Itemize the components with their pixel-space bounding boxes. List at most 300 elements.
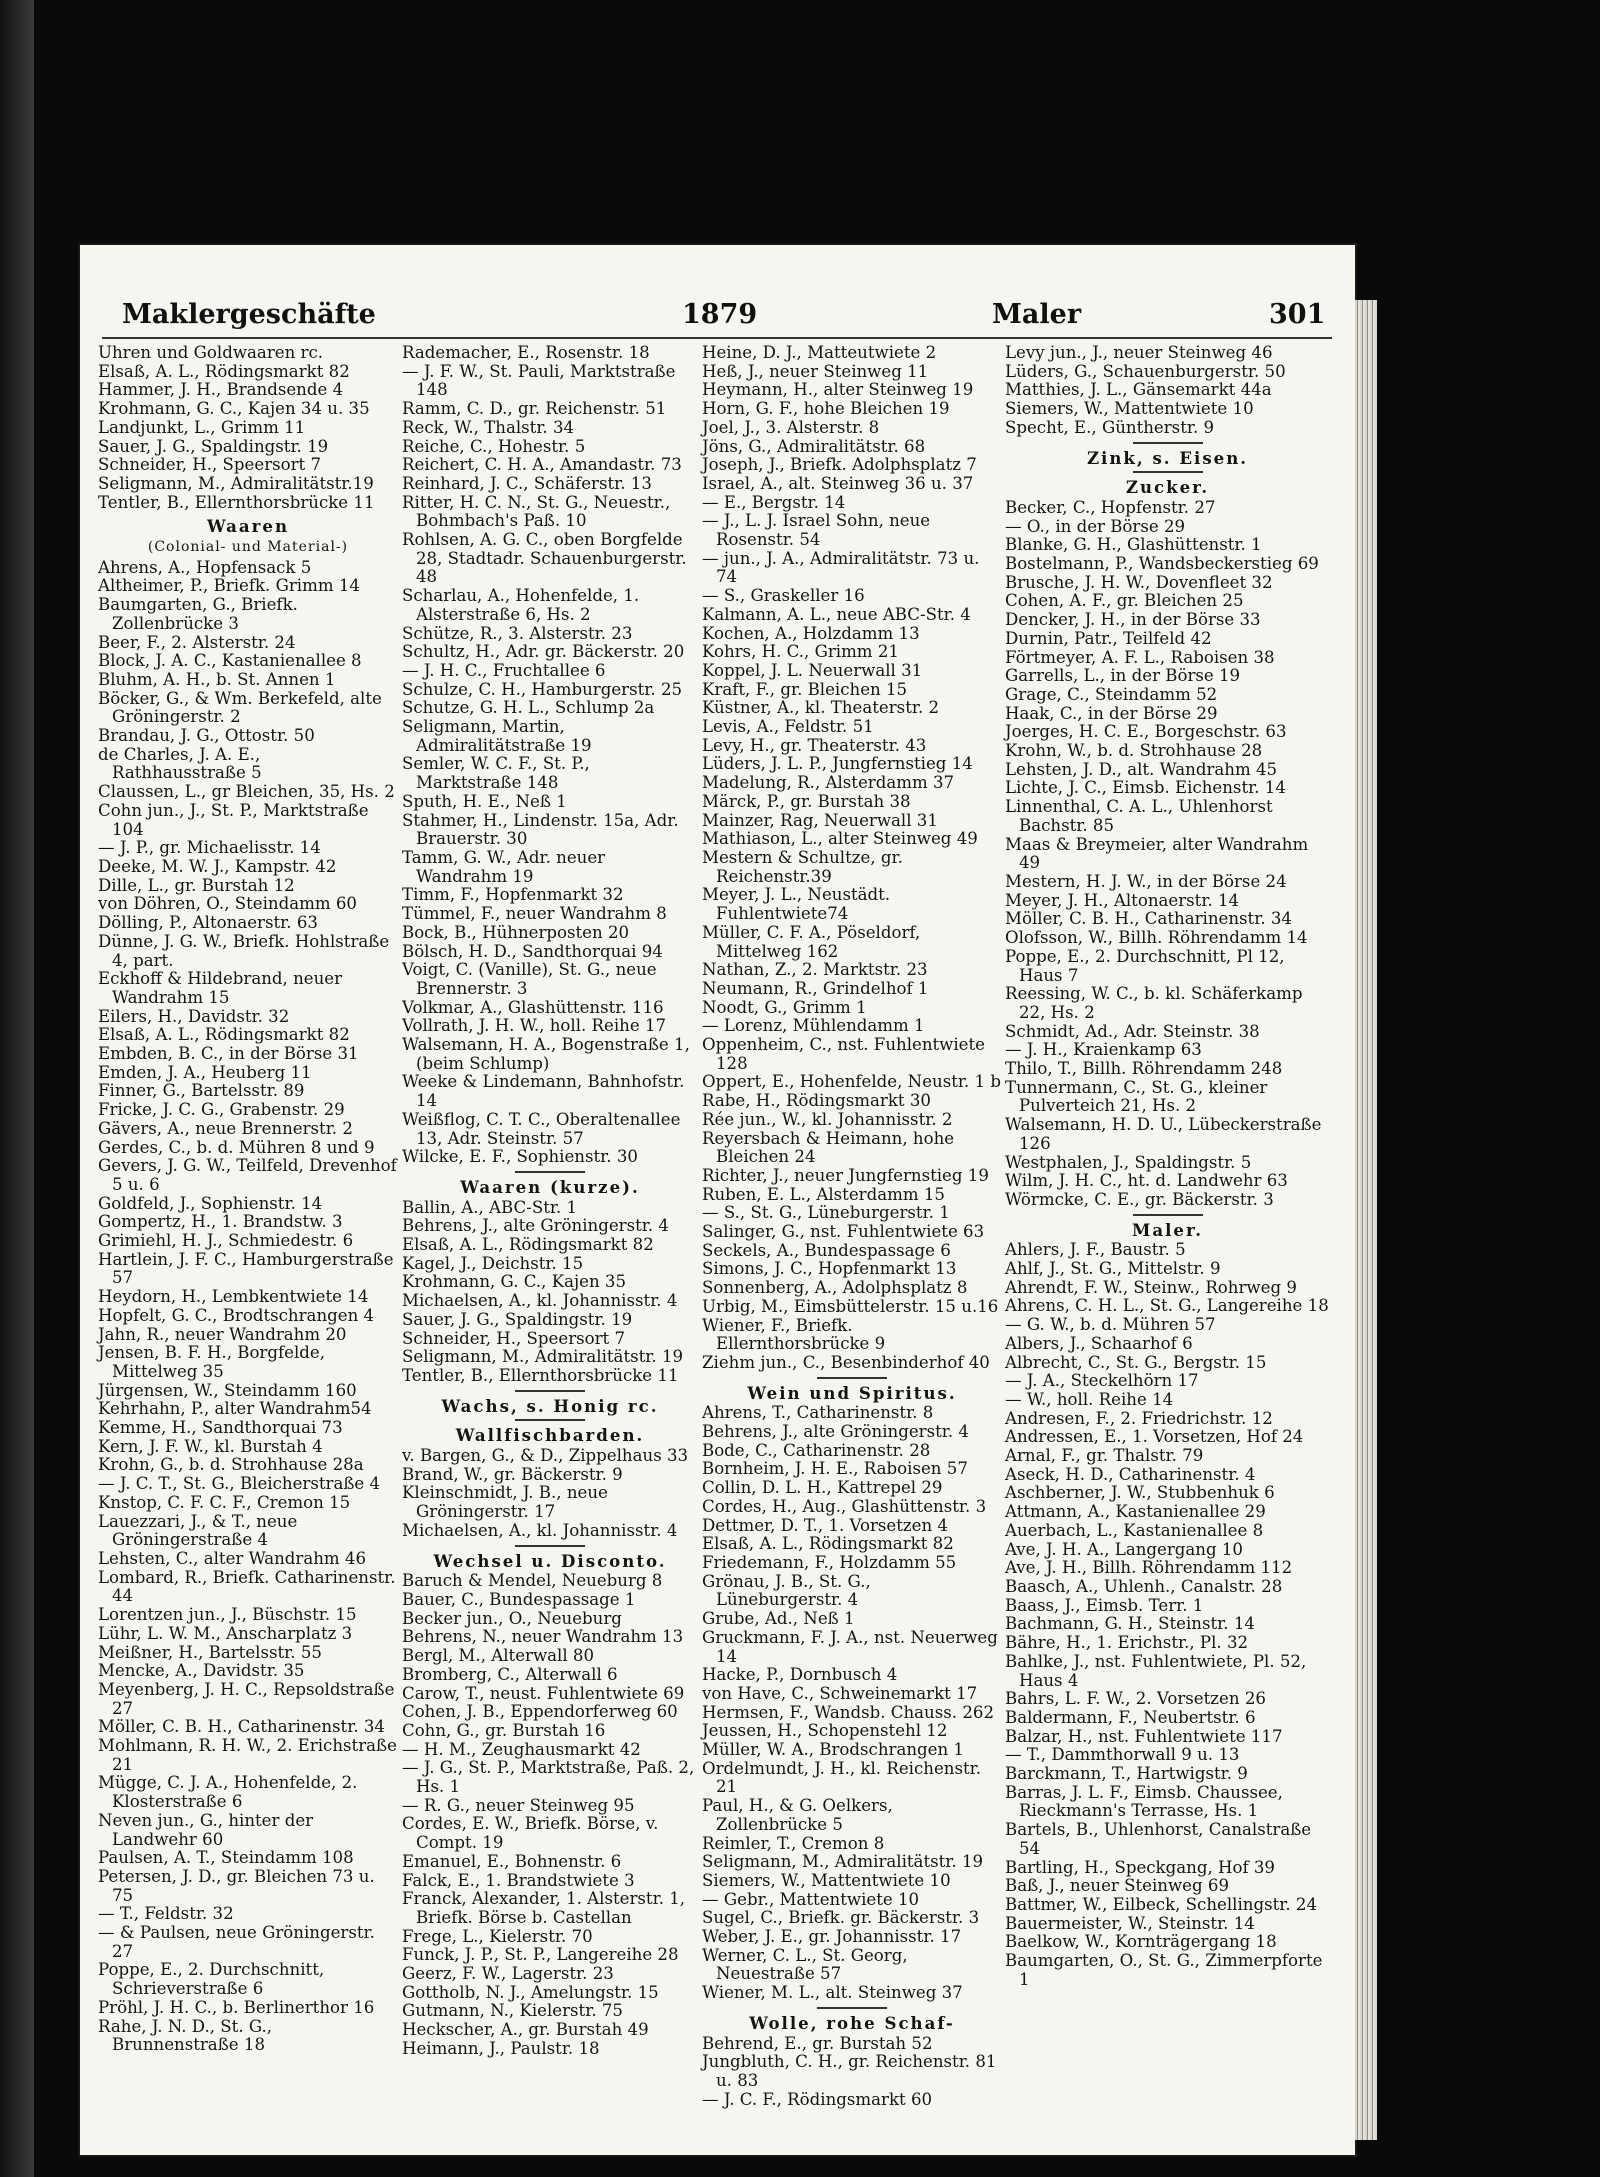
directory-entry: Tentler, B., Ellernthorsbrücke 11 — [402, 1365, 679, 1385]
directory-entry: Schmidt, Ad., Adr. Steinstr. 38 — [1005, 1021, 1260, 1041]
directory-entry: Elsaß, A. L., Rödingsmarkt 82 — [702, 1534, 954, 1554]
directory-entry: Heckscher, A., gr. Burstah 49 — [402, 2020, 649, 2040]
section-heading: Zink, s. Eisen. — [1086, 447, 1249, 468]
directory-entry: Brusche, J. H. W., Dovenfleet 32 — [1005, 572, 1273, 592]
directory-entry: — O., in der Börse 29 — [1005, 516, 1186, 536]
directory-entry: Andressen, E., 1. Vorsetzen, Hof 24 — [1005, 1427, 1304, 1447]
directory-entry: Bachmann, G. H., Steinstr. 14 — [1005, 1614, 1255, 1634]
directory-entry: Kochen, A., Holzdamm 13 — [702, 623, 920, 643]
directory-entry: Grube, Ad., Neß 1 — [702, 1609, 855, 1629]
directory-entry: Jungbluth, C. H., gr. Reichenstr. 81 u. 83 — [702, 2052, 1002, 2090]
directory-entry: Heine, D. J., Matteutwiete 2 — [702, 343, 937, 362]
directory-entry: Bauer, C., Bundespassage 1 — [402, 1590, 636, 1609]
directory-entry: Heymann, H., alter Steinweg 19 — [702, 380, 974, 400]
directory-entry: Landjunkt, L., Grimm 11 — [98, 417, 306, 437]
directory-entry: Meyer, J. L., Neustädt. Fuhlentwiete74 — [702, 885, 896, 924]
directory-entry: Paulsen, A. T., Steindamm 108 — [98, 1848, 354, 1868]
directory-entry: Pröhl, J. H. C., b. Berlinerthor 16 — [98, 1997, 375, 2017]
directory-entry: Koppel, J. L. Neuerwall 31 — [702, 660, 923, 680]
directory-entry: Bromberg, C., Alterwall 6 — [402, 1664, 618, 1684]
directory-entry: Müller, C. F. A., Pöseldorf, Mittelweg 162 — [702, 922, 926, 961]
directory-entry: Tunnermann, C., St. G., kleiner Pulverteich 21, Hs. 2 — [1005, 1077, 1273, 1116]
directory-entry: Seligmann, M., Admiralitätstr. 19 — [402, 1347, 684, 1367]
directory-entry: Schultz, H., Adr. gr. Bäckerstr. 20 — [402, 642, 685, 662]
directory-entry: Ramm, C. D., gr. Reichenstr. 51 — [402, 399, 667, 419]
directory-entry: Knstop, C. F. C. F., Cremon 15 — [98, 1492, 351, 1512]
directory-entry: Auerbach, L., Kastanienallee 8 — [1005, 1520, 1264, 1540]
directory-entry: Werner, C. L., St. Georg, Neuestraße 57 — [702, 1945, 913, 1984]
directory-entry: Scharlau, A., Hohenfelde, 1. Alsterstraße 6, Hs. 2 — [402, 586, 645, 624]
directory-entry: Bostelmann, P., Wandsbeckerstieg 69 — [1005, 554, 1319, 574]
directory-entry: Reichert, C. H. A., Amandastr. 73 — [402, 455, 682, 475]
directory-entry: Schneider, H., Speersort 7 — [402, 1328, 626, 1348]
directory-entry: Meißner, H., Bartelsstr. 55 — [98, 1642, 322, 1662]
book-spine-shadow — [0, 0, 34, 2177]
section-divider — [817, 2007, 887, 2009]
directory-entry: Ritter, H. C. N., St. G., Neuestr., Bohmbach's Paß. 10 — [402, 492, 676, 531]
directory-entry: Elsaß, A. L., Rödingsmarkt 82 — [98, 361, 350, 381]
directory-entry: Wörmcke, C. E., gr. Bäckerstr. 3 — [1005, 1189, 1274, 1209]
directory-entry: Paul, H., & G. Oelkers, Zollenbrücke 5 — [702, 1796, 899, 1834]
directory-entry: Jürgensen, W., Steindamm 160 — [98, 1380, 357, 1400]
directory-entry: Levy, H., gr. Theaterstr. 43 — [702, 735, 927, 755]
directory-entry: Mestern, H. J. W., in der Börse 24 — [1005, 871, 1287, 891]
section-divider — [515, 1390, 585, 1392]
directory-entry: Kemme, H., Sandthorquai 73 — [98, 1418, 343, 1438]
column-3 — [702, 344, 1002, 2139]
directory-entry: Matthies, J. L., Gänsemarkt 44a — [1005, 380, 1272, 400]
directory-entry: Dille, L., gr. Burstah 12 — [98, 875, 295, 895]
directory-entry: Cordes, H., Aug., Glashüttenstr. 3 — [702, 1496, 987, 1516]
directory-entry: — S., Graskeller 16 — [702, 586, 865, 606]
directory-entry: Volkmar, A., Glashüttenstr. 116 — [402, 997, 664, 1017]
section-divider — [1133, 442, 1203, 444]
directory-entry: Bartels, B., Uhlenhorst, Canalstraße 54 — [1005, 1820, 1317, 1858]
directory-entry: — S., St. G., Lüneburgerstr. 1 — [702, 1203, 950, 1223]
directory-entry: Möller, C. B. H., Catharinenstr. 34 — [98, 1717, 385, 1737]
directory-entry: Kleinschmidt, J. B., neue Gröningerstr. 17 — [402, 1483, 614, 1522]
directory-entry: Ahlf, J., St. G., Mittelstr. 9 — [1005, 1259, 1221, 1279]
directory-entry: Hartlein, J. F. C., Hamburgerstraße 57 — [98, 1249, 399, 1288]
directory-entry: Lombard, R., Briefk. Catharinenstr. 44 — [98, 1567, 401, 1606]
directory-entry: Weeke & Lindemann, Bahnhofstr. 14 — [402, 1072, 690, 1111]
directory-entry: Rohlsen, A. G. C., oben Borgfelde 28, Stadtadr. Schauenburgerstr. 48 — [402, 530, 692, 587]
directory-entry: von Have, C., Schweinemarkt 17 — [702, 1683, 978, 1703]
section-heading: Wein und Spiritus. — [747, 1382, 957, 1403]
page-number: 301 — [1269, 299, 1326, 330]
directory-entry: Neumann, R., Grindelhof 1 — [702, 978, 929, 998]
directory-entry: Ordelmundt, J. H., kl. Reichenstr. 21 — [702, 1758, 987, 1797]
section-divider — [1133, 471, 1203, 473]
directory-entry: Falck, E., 1. Brandstwiete 3 — [402, 1870, 635, 1890]
directory-entry: Baumgarten, O., St. G., Zimmerpforte 1 — [1005, 1951, 1328, 1989]
directory-entry: Meyer, J. H., Altonaerstr. 14 — [1005, 890, 1240, 910]
directory-entry: Lehsten, J. D., alt. Wandrahm 45 — [1005, 759, 1278, 779]
column-4 — [1005, 344, 1330, 2139]
directory-entry: Ruben, E. L., Alsterdamm 15 — [702, 1184, 945, 1204]
directory-entry: Nathan, Z., 2. Marktstr. 23 — [702, 960, 928, 980]
directory-entry: Stahmer, H., Lindenstr. 15a, Adr. Brauerstr. 30 — [402, 810, 684, 849]
directory-entry: Deeke, M. W. J., Kampstr. 42 — [98, 856, 337, 876]
directory-entry: Mestern & Schultze, gr. Reichenstr.39 — [702, 847, 909, 886]
directory-entry: Timm, F., Hopfenmarkt 32 — [402, 885, 624, 905]
directory-entry: Reessing, W. C., b. kl. Schäferkamp 22, Hs. 2 — [1005, 984, 1308, 1022]
directory-entry: Fricke, J. C. G., Grabenstr. 29 — [98, 1100, 345, 1120]
directory-entry: Hopfelt, G. C., Brodtschrangen 4 — [98, 1305, 375, 1325]
directory-entry: Kraft, F., gr. Bleichen 15 — [702, 679, 908, 699]
directory-entry: Embden, B. C., in der Börse 31 — [98, 1044, 359, 1064]
directory-entry: Emanuel, E., Bohnenstr. 6 — [402, 1851, 622, 1871]
directory-entry: Michaelsen, A., kl. Johannisstr. 4 — [402, 1520, 678, 1540]
directory-entry: Ahlers, J. F., Baustr. 5 — [1005, 1240, 1186, 1260]
directory-entry: Ave, J. H., Billh. Röhrendamm 112 — [1005, 1558, 1293, 1578]
directory-entry: Voigt, C. (Vanille), St. G., neue Brennerstr. 3 — [402, 960, 662, 998]
directory-entry: Barras, J. L. F., Eimsb. Chaussee, Rieckmann's Terrasse, Hs. 1 — [1005, 1782, 1289, 1821]
directory-entry: Wilm, J. H. C., ht. d. Landwehr 63 — [1005, 1171, 1288, 1191]
directory-entry: Blanke, G. H., Glashüttenstr. 1 — [1005, 535, 1262, 555]
directory-entry: Krohmann, G. C., Kajen 34 u. 35 — [98, 399, 370, 419]
directory-entry: Aschberner, J. W., Stubbenhuk 6 — [1005, 1483, 1275, 1503]
directory-entry: Reck, W., Thalstr. 34 — [402, 417, 575, 437]
directory-entry: Lühr, L. W. M., Anscharplatz 3 — [98, 1623, 353, 1643]
directory-entry: — W., holl. Reihe 14 — [1005, 1389, 1174, 1409]
directory-entry: Aseck, H. D., Catharinenstr. 4 — [1005, 1464, 1256, 1484]
directory-entry: Friedemann, F., Holzdamm 55 — [702, 1553, 957, 1572]
directory-entry: Hammer, J. H., Brandsende 4 — [98, 380, 344, 400]
directory-entry: Baass, J., Eimsb. Terr. 1 — [1005, 1595, 1204, 1615]
directory-entry: Seligmann, Martin, Admiralitätstraße 19 — [402, 717, 592, 755]
directory-entry: Oppert, E., Hohenfelde, Neustr. 1 b — [702, 1072, 1001, 1092]
directory-entry: Wiener, F., Briefk. Ellernthorsbrücke 9 — [702, 1315, 886, 1354]
directory-entry: Grimiehl, H. J., Schmiedestr. 6 — [98, 1231, 354, 1251]
directory-entry: — J. A., Steckelhörn 17 — [1005, 1371, 1199, 1391]
directory-entry: Bauermeister, W., Steinstr. 14 — [1005, 1913, 1255, 1933]
directory-entry: Richter, J., neuer Jungfernstieg 19 — [702, 1165, 989, 1185]
directory-page — [80, 245, 1355, 2155]
directory-entry: Schütze, R., 3. Alsterstr. 23 — [402, 623, 633, 643]
directory-entry: Poppe, E., 2. Durchschnitt, Schrieverstraße 6 — [98, 1960, 330, 1999]
running-head-section: Maler — [992, 299, 1082, 330]
directory-entry: — R. G., neuer Steinweg 95 — [402, 1795, 635, 1815]
directory-entry: Böcker, G., & Wm. Berkefeld, alte Gröningerstr. 2 — [98, 688, 388, 727]
directory-entry: Meyenberg, J. H. C., Repsoldstraße 27 — [98, 1679, 400, 1718]
directory-entry: Behrens, J., alte Gröningerstr. 4 — [402, 1216, 669, 1236]
directory-entry: Eckhoff & Hildebrand, neuer Wandrahm 15 — [98, 969, 348, 1007]
directory-entry: Carow, T., neust. Fuhlentwiete 69 — [402, 1683, 685, 1703]
directory-entry: Lüders, G., Schauenburgerstr. 50 — [1005, 361, 1286, 381]
page-edge-strip — [1355, 300, 1377, 2140]
directory-entry: Seligmann, M., Admiralitätstr.19 — [98, 473, 374, 493]
directory-entry: Behrend, E., gr. Burstah 52 — [702, 2033, 933, 2053]
directory-entry: Hermsen, F., Wandsb. Chauss. 262 — [702, 1702, 995, 1722]
section-subheading: (Colonial- und Material-) — [147, 539, 349, 556]
directory-entry: Gottholb, N. J., Amelungstr. 15 — [402, 1982, 659, 2002]
directory-entry: Battmer, W., Eilbeck, Schellingstr. 24 — [1005, 1894, 1318, 1914]
directory-entry: Bölsch, H. D., Sandthorquai 94 — [402, 941, 663, 961]
directory-entry: Rademacher, E., Rosenstr. 18 — [402, 343, 650, 362]
directory-entry: Behrens, J., alte Gröningerstr. 4 — [702, 1422, 969, 1442]
section-heading: Waaren (kurze). — [460, 1176, 640, 1197]
directory-entry: Schutze, G. H. L., Schlump 2a — [402, 698, 655, 718]
column-2 — [402, 344, 698, 2139]
directory-entry: Schneider, H., Speersort 7 — [98, 455, 322, 475]
directory-entry: Krohn, W., b. d. Strohhause 28 — [1005, 741, 1263, 761]
section-heading: Waaren — [206, 516, 290, 537]
directory-entry: Maas & Breymeier, alter Wandrahm 49 — [1005, 834, 1314, 873]
directory-entry: Durnin, Patr., Teilfeld 42 — [1005, 628, 1212, 648]
directory-entry: Frege, L., Kielerstr. 70 — [402, 1926, 593, 1946]
directory-entry: Bornheim, J. H. E., Raboisen 57 — [702, 1459, 968, 1479]
directory-entry: Madelung, R., Alsterdamm 37 — [702, 773, 955, 793]
directory-entry: Oppenheim, C., nst. Fuhlentwiete 128 — [702, 1035, 991, 1073]
directory-entry: Küstner, A., kl. Theaterstr. 2 — [702, 698, 940, 718]
directory-entry: Sauer, J. G., Spaldingstr. 19 — [402, 1309, 633, 1329]
directory-entry: Walsemann, H. D. U., Lübeckerstraße 126 — [1005, 1115, 1327, 1153]
directory-entry: Claussen, L., gr Bleichen, 35, Hs. 2 — [98, 782, 395, 802]
directory-entry: — J., L. J. Israel Sohn, neue Rosenstr. 54 — [702, 511, 936, 550]
directory-entry: — & Paulsen, neue Gröningerstr. 27 — [98, 1923, 381, 1961]
directory-entry: Uhren und Goldwaaren rc. — [98, 343, 324, 362]
directory-entry: Krohn, G., b. d. Strohhause 28a — [98, 1455, 364, 1475]
directory-entry: Balzar, H., nst. Fuhlentwiete 117 — [1005, 1726, 1283, 1746]
directory-entry: Gutmann, N., Kielerstr. 75 — [402, 2001, 623, 2021]
directory-entry: Garrells, L., in der Börse 19 — [1005, 666, 1241, 686]
directory-entry: Mügge, C. J. A., Hohenfelde, 2. Klosterstraße 6 — [98, 1773, 363, 1812]
directory-entry: de Charles, J. A. E., Rathhausstraße 5 — [98, 744, 266, 783]
directory-entry: Vollrath, J. H. W., holl. Reihe 17 — [402, 1016, 667, 1036]
directory-entry: Kalmann, A. L., neue ABC-Str. 4 — [702, 604, 971, 624]
directory-entry: Albrecht, C., St. G., Bergstr. 15 — [1005, 1352, 1267, 1372]
directory-entry: Reiche, C., Hohestr. 5 — [402, 436, 586, 456]
directory-entry: Heß, J., neuer Steinweg 11 — [702, 361, 929, 381]
directory-entry: Lehsten, C., alter Wandrahm 46 — [98, 1549, 367, 1568]
directory-entry: Märck, P., gr. Burstah 38 — [702, 791, 911, 811]
directory-entry: Elsaß, A. L., Rödingsmarkt 82 — [98, 1025, 350, 1045]
directory-entry: — E., Bergstr. 14 — [702, 492, 846, 512]
directory-entry: Attmann, A., Kastanienallee 29 — [1005, 1502, 1266, 1522]
directory-entry: Bahrs, L. F. W., 2. Vorsetzen 26 — [1005, 1689, 1266, 1709]
directory-entry: Lüders, J. L. P., Jungfernstieg 14 — [702, 754, 973, 774]
column-1 — [98, 343, 403, 2139]
directory-entry: Ziehm jun., C., Besenbinderhof 40 — [702, 1352, 990, 1372]
directory-entry: Funck, J. P., St. P., Langereihe 28 — [402, 1945, 679, 1965]
directory-entry: Cohn, G., gr. Burstah 16 — [402, 1720, 606, 1740]
directory-entry: Emden, J. A., Heuberg 11 — [98, 1062, 312, 1082]
directory-entry: Bode, C., Catharinenstr. 28 — [702, 1440, 931, 1460]
directory-entry: Baß, J., neuer Steinweg 69 — [1005, 1876, 1230, 1896]
directory-entry: — H. M., Zeughausmarkt 42 — [402, 1739, 641, 1759]
directory-entry: Dölling, P., Altonaerstr. 63 — [98, 913, 318, 933]
directory-entry: Rahe, J. N. D., St. G., Brunnenstraße 18 — [98, 2016, 278, 2055]
directory-entry: Müller, W. A., Brodschrangen 1 — [702, 1740, 964, 1760]
directory-entry: Ballin, A., ABC-Str. 1 — [402, 1197, 578, 1217]
directory-entry: Grönau, J. B., St. G., Lüneburgerstr. 4 — [702, 1571, 877, 1610]
directory-entry: Mencke, A., Davidstr. 35 — [98, 1661, 305, 1681]
directory-entry: Michaelsen, A., kl. Johannisstr. 4 — [402, 1291, 678, 1311]
directory-entry: Tamm, G. W., Adr. neuer Wandrahm 19 — [402, 847, 611, 886]
directory-entry: Geerz, F. W., Lagerstr. 23 — [402, 1964, 614, 1984]
directory-entry: Collin, D. L. H., Kattrepel 29 — [702, 1478, 943, 1498]
directory-entry: — G. W., b. d. Mühren 57 — [1005, 1315, 1216, 1335]
section-heading: Maler. — [1132, 1219, 1203, 1240]
directory-entry: Finner, G., Bartelsstr. 89 — [98, 1081, 305, 1101]
directory-entry: Sonnenberg, A., Adolphsplatz 8 — [702, 1278, 968, 1298]
directory-entry: Brandau, J. G., Ottostr. 50 — [98, 726, 315, 746]
directory-entry: Mainzer, Rag, Neuerwall 31 — [702, 810, 938, 830]
directory-entry: — Gebr., Mattentwiete 10 — [702, 1889, 920, 1909]
directory-entry: Gerdes, C., b. d. Mühren 8 und 9 — [98, 1137, 375, 1157]
directory-entry: — J. C. T., St. G., Bleicherstraße 4 — [98, 1474, 381, 1494]
directory-entry: Olofsson, W., Billh. Röhrendamm 14 — [1005, 928, 1308, 948]
directory-entry: Ahrens, A., Hopfensack 5 — [98, 557, 312, 577]
directory-entry: Kagel, J., Deichstr. 15 — [402, 1253, 584, 1273]
directory-entry: — J. H. C., Fruchtallee 6 — [402, 660, 606, 680]
directory-entry: Baruch & Mendel, Neueburg 8 — [402, 1571, 663, 1591]
directory-entry: Baasch, A., Uhlenh., Canalstr. 28 — [1005, 1577, 1283, 1596]
section-divider — [515, 1545, 585, 1547]
directory-entry: Heydorn, H., Lembkentwiete 14 — [98, 1287, 369, 1307]
directory-entry: Heimann, J., Paulstr. 18 — [402, 2038, 600, 2058]
directory-entry: Brand, W., gr. Bäckerstr. 9 — [402, 1464, 623, 1484]
directory-entry: Petersen, J. D., gr. Bleichen 73 u. 75 — [98, 1866, 380, 1905]
directory-entry: Reimler, T., Cremon 8 — [702, 1833, 885, 1853]
directory-entry: Cohen, A. F., gr. Bleichen 25 — [1005, 591, 1244, 611]
directory-entry: Joerges, H. C. E., Borgeschstr. 63 — [1005, 722, 1287, 742]
directory-entry: — J. H., Kraienkamp 63 — [1005, 1040, 1202, 1060]
directory-entry: Arnal, F., gr. Thalstr. 79 — [1005, 1446, 1204, 1466]
directory-entry: Bahlke, J., nst. Fuhlentwiete, Pl. 52, Haus 4 — [1005, 1651, 1312, 1690]
directory-entry: Mathiason, L., alter Steinweg 49 — [702, 829, 978, 849]
directory-entry: Bergl, M., Alterwall 80 — [402, 1646, 595, 1666]
directory-entry: Siemers, W., Mattentwiete 10 — [1005, 399, 1254, 419]
directory-entry: Andresen, F., 2. Friedrichstr. 12 — [1005, 1408, 1273, 1428]
directory-entry: Tentler, B., Ellernthorsbrücke 11 — [98, 492, 375, 512]
directory-entry: Sugel, C., Briefk. gr. Bäckerstr. 3 — [702, 1908, 980, 1928]
directory-entry: Bartling, H., Speckgang, Hof 39 — [1005, 1857, 1275, 1877]
running-head-year: 1879 — [682, 299, 758, 330]
directory-entry: Altheimer, P., Briefk. Grimm 14 — [98, 576, 360, 596]
directory-entry: Schulze, C. H., Hamburgerstr. 25 — [402, 679, 683, 699]
directory-entry: Jahn, R., neuer Wandrahm 20 — [98, 1324, 347, 1344]
directory-entry: — jun., J. A., Admiralitätstr. 73 u. 74 — [702, 548, 985, 587]
section-heading: Zucker. — [1125, 477, 1210, 498]
directory-entry: Semler, W. C. F., St. P., Marktstraße 148 — [402, 754, 596, 793]
directory-entry: Grage, C., Steindamm 52 — [1005, 684, 1218, 704]
directory-entry: — T., Feldstr. 32 — [98, 1904, 234, 1924]
directory-entry: Haak, C., in der Börse 29 — [1005, 703, 1218, 723]
directory-entry: — T., Dammthorwall 9 u. 13 — [1005, 1745, 1240, 1765]
directory-entry: Lorentzen jun., J., Büschstr. 15 — [98, 1605, 357, 1625]
directory-entry: Barckmann, T., Hartwigstr. 9 — [1005, 1764, 1248, 1784]
directory-entry: Kern, J. F. W., kl. Burstah 4 — [98, 1436, 323, 1456]
directory-entry: Cordes, E. W., Briefk. Börse, v. Compt. 19 — [402, 1814, 664, 1853]
section-divider — [817, 1377, 887, 1379]
directory-entry: Elsaß, A. L., Rödingsmarkt 82 — [402, 1235, 654, 1255]
directory-entry: Weißflog, C. T. C., Oberaltenallee 13, Adr. Steinstr. 57 — [402, 1109, 686, 1148]
directory-entry: — J. F. W., St. Pauli, Marktstraße 148 — [402, 361, 681, 400]
directory-entry: — J. G., St. P., Marktstraße, Paß. 2, Hs. 1 — [402, 1758, 700, 1797]
directory-entry: Walsemann, H. A., Bogenstraße 1, (beim Schlump) — [402, 1035, 696, 1073]
directory-entry: Baelkow, W., Kornträgergang 18 — [1005, 1932, 1277, 1952]
directory-entry: Baldermann, F., Neubertstr. 6 — [1005, 1707, 1256, 1727]
directory-entry: — J. P., gr. Michaelisstr. 14 — [98, 838, 321, 858]
directory-entry: Franck, Alexander, 1. Alsterstr. 1, Briefk. Börse b. Castellan — [402, 1889, 691, 1927]
directory-entry: Bluhm, A. H., b. St. Annen 1 — [98, 669, 336, 689]
directory-entry: Dünne, J. G. W., Briefk. Hohlstraße 4, part. — [98, 931, 395, 970]
directory-entry: Kehrhahn, P., alter Wandrahm54 — [98, 1399, 372, 1419]
section-heading: Wallfischbarden. — [455, 1425, 645, 1446]
directory-entry: Krohmann, G. C., Kajen 35 — [402, 1272, 627, 1292]
directory-entry: Levy jun., J., neuer Steinweg 46 — [1005, 343, 1273, 362]
directory-entry: Horn, G. F., hohe Bleichen 19 — [702, 399, 950, 419]
directory-entry: — Lorenz, Mühlendamm 1 — [702, 1016, 925, 1036]
directory-entry: Becker jun., O., Neueburg — [402, 1608, 622, 1628]
directory-entry: Noodt, G., Grimm 1 — [702, 997, 867, 1017]
directory-entry: Reinhard, J. C., Schäferstr. 13 — [402, 473, 652, 493]
directory-entry: Sputh, H. E., Neß 1 — [402, 791, 567, 811]
directory-entry: Neven jun., G., hinter der Landwehr 60 — [98, 1810, 319, 1849]
directory-entry: Jensen, B. F. H., Borgfelde, Mittelweg 35 — [98, 1343, 331, 1381]
directory-entry: Seligmann, M., Admiralitätstr. 19 — [702, 1852, 984, 1872]
directory-entry: Weber, J. E., gr. Johannisstr. 17 — [702, 1927, 962, 1947]
directory-entry: Gevers, J. G. W., Teilfeld, Drevenhof 5 u. 6 — [98, 1156, 403, 1194]
directory-entry: Mohlmann, R. H. W., 2. Erichstraße 21 — [98, 1736, 403, 1774]
directory-entry: Cohen, J. B., Eppendorferweg 60 — [402, 1702, 678, 1722]
directory-entry: Kohrs, H. C., Grimm 21 — [702, 642, 899, 662]
directory-entry: Dencker, J. H., in der Börse 33 — [1005, 610, 1261, 630]
directory-entry: Albers, J., Schaarhof 6 — [1005, 1333, 1193, 1353]
directory-entry: Lichte, J. C., Eimsb. Eichenstr. 14 — [1005, 778, 1286, 798]
directory-entry: Block, J. A. C., Kastanienallee 8 — [98, 651, 362, 671]
directory-entry: Salinger, G., nst. Fuhlentwiete 63 — [702, 1222, 985, 1242]
directory-entry: Behrens, N., neuer Wandrahm 13 — [402, 1627, 684, 1647]
directory-entry: Simons, J. C., Hopfenmarkt 13 — [702, 1259, 957, 1279]
directory-entry: Jöns, G., Admiralitätstr. 68 — [702, 436, 926, 456]
section-heading: Wachs, s. Honig rc. — [441, 1395, 659, 1416]
directory-entry: Urbig, M., Eimsbüttelerstr. 15 u.16 — [702, 1296, 999, 1316]
directory-entry: Joel, J., 3. Alsterstr. 8 — [702, 417, 880, 437]
directory-entry: Siemers, W., Mattentwiete 10 — [702, 1870, 951, 1890]
directory-entry: Hacke, P., Dornbusch 4 — [702, 1665, 898, 1685]
section-divider — [515, 1419, 585, 1421]
directory-entry: Specht, E., Güntherstr. 9 — [1005, 417, 1215, 437]
directory-entry: Levis, A., Feldstr. 51 — [702, 717, 874, 737]
directory-entry: Gruckmann, F. J. A., nst. Neuerweg 14 — [702, 1627, 1004, 1666]
running-head-left: Maklergeschäfte — [122, 299, 376, 330]
directory-entry: Rée jun., W., kl. Johannisstr. 2 — [702, 1109, 953, 1129]
directory-entry: Wilcke, E. F., Sophienstr. 30 — [402, 1147, 638, 1167]
directory-entry: Ahrens, C. H. L., St. G., Langereihe 18 — [1005, 1296, 1329, 1316]
directory-entry: Thilo, T., Billh. Röhrendamm 248 — [1005, 1059, 1283, 1079]
directory-entry: Israel, A., alt. Steinweg 36 u. 37 — [702, 473, 974, 493]
directory-entry: Förtmeyer, A. F. L., Raboisen 38 — [1005, 647, 1275, 667]
section-heading: Wolle, rohe Schaf- — [749, 2012, 955, 2033]
directory-entry: Goldfeld, J., Sophienstr. 14 — [98, 1193, 323, 1213]
directory-entry: Eilers, H., Davidstr. 32 — [98, 1006, 290, 1026]
directory-entry: Rabe, H., Rödingsmarkt 30 — [702, 1091, 931, 1111]
directory-entry: von Döhren, O., Steindamm 60 — [98, 894, 357, 914]
directory-entry: — J. C. F., Rödingsmarkt 60 — [702, 2089, 933, 2109]
section-divider — [515, 1171, 585, 1173]
directory-entry: Linnenthal, C. A. L., Uhlenhorst Bachstr. 85 — [1005, 797, 1278, 835]
directory-entry: Tümmel, F., neuer Wandrahm 8 — [402, 904, 667, 924]
directory-entry: Dettmer, D. T., 1. Vorsetzen 4 — [702, 1515, 948, 1535]
page-header — [102, 299, 1332, 339]
directory-entry: Becker, C., Hopfenstr. 27 — [1005, 497, 1216, 517]
directory-entry: Ahrendt, F. W., Steinw., Rohrweg 9 — [1005, 1277, 1297, 1297]
directory-entry: Möller, C. B. H., Catharinenstr. 34 — [1005, 909, 1292, 929]
header-rule — [102, 337, 1332, 339]
